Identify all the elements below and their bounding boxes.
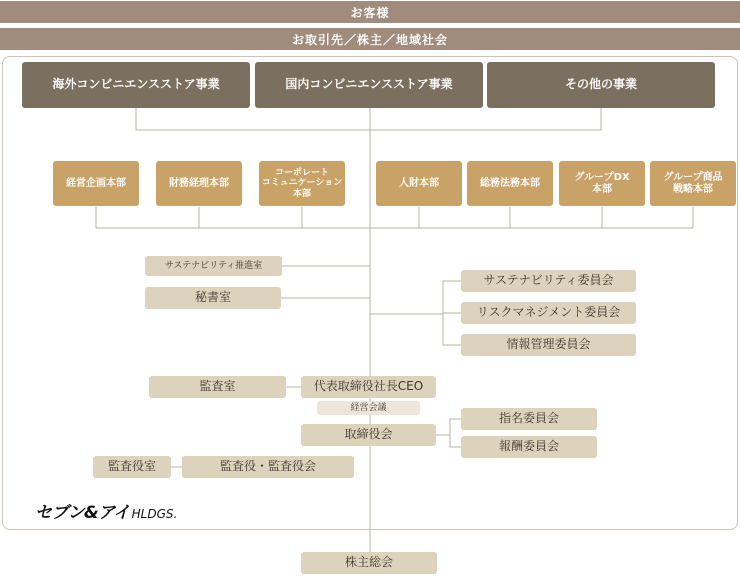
committee-sustainability: サステナビリティ委員会 — [461, 270, 636, 292]
committee-information-management: 情報管理委員会 — [461, 334, 636, 356]
division-finance-accounting: 財務経理本部 — [156, 161, 242, 206]
business-domestic-cvs: 国内コンビニエンスストア事業 — [255, 62, 483, 108]
division-group-merchandise: グループ商品 戦略本部 — [650, 161, 736, 206]
nomination-committee: 指名委員会 — [461, 408, 597, 430]
division-human-resources: 人財本部 — [376, 161, 462, 206]
sustainability-office: サステナビリティ推進室 — [145, 256, 282, 276]
audit-office: 監査室 — [149, 376, 286, 398]
division-general-legal: 総務法務本部 — [467, 161, 553, 206]
division-corporate-planning: 経営企画本部 — [53, 161, 139, 206]
management-meeting-box: 経営会議 — [317, 401, 420, 415]
auditor-office: 監査役室 — [93, 456, 171, 478]
secretariat-office: 秘書室 — [145, 287, 281, 309]
ceo-box: 代表取締役社長CEO — [301, 376, 436, 398]
board-of-directors-box: 取締役会 — [301, 424, 436, 446]
committee-risk-management: リスクマネジメント委員会 — [461, 302, 636, 324]
company-logo — [35, 498, 177, 523]
business-overseas-cvs: 海外コンビニエンスストア事業 — [22, 62, 250, 108]
logo-suffix: HLDGS. — [131, 507, 178, 521]
division-corporate-communication: コーポレート コミュニケーション 本部 — [259, 161, 345, 206]
stakeholders-bar: お取引先／株主／地域社会 — [0, 28, 740, 50]
compensation-committee: 報酬委員会 — [461, 436, 597, 458]
customers-bar: お客様 — [0, 1, 740, 23]
division-group-dx: グループDX 本部 — [559, 161, 645, 206]
logo-main: セブン&アイ — [35, 503, 130, 523]
business-other: その他の事業 — [487, 62, 715, 108]
auditors-board: 監査役・監査役会 — [182, 456, 354, 478]
shareholders-meeting-box: 株主総会 — [301, 552, 437, 574]
